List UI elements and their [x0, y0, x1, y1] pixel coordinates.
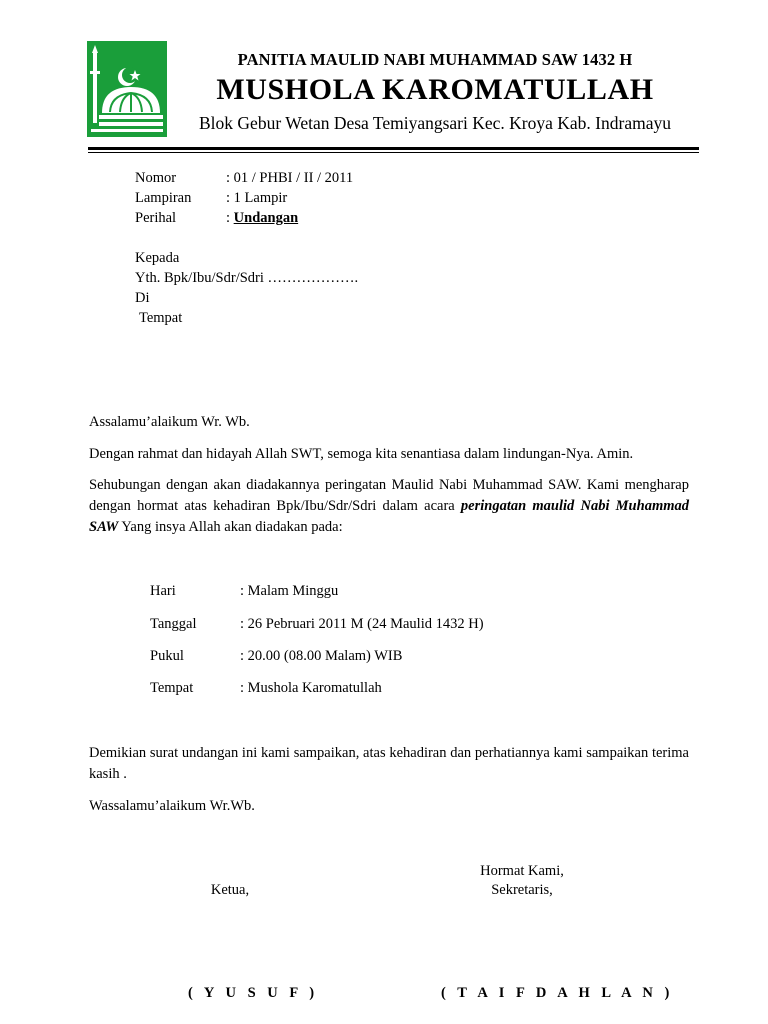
detail-label-tanggal: Tanggal	[150, 616, 197, 632]
paragraph-3: Demikian surat undangan ini kami sampaikan, atas kehadiran dan perhatiannya kami sampaikan terima kasih .	[89, 745, 689, 782]
detail-label-pukul: Pukul	[150, 648, 184, 664]
detail-label-hari: Hari	[150, 583, 176, 599]
paragraph-2-start: Sehubungan dengan akan diadakannya peringatan Maulid Nabi Muhammad SAW. Kami mengharap dengan hormat atas kehadiran Bpk/Ibu/Sdr/Sdri dalam acara	[89, 477, 689, 514]
recipient-tempat: Tempat	[139, 310, 183, 326]
detail-value-tempat: : Mushola Karomatullah	[240, 680, 382, 696]
committee-title: PANITIA MAULID NABI MUHAMMAD SAW 1432 H	[237, 50, 633, 69]
paragraph-1: Dengan rahmat dan hidayah Allah SWT, semoga kita senantiasa dalam lindungan-Nya. Amin.	[89, 446, 634, 462]
meta-value-nomor: : 01 / PHBI / II / 2011	[226, 170, 354, 186]
signature-respect: Hormat Kami,	[480, 863, 564, 879]
meta-label-lampiran: Lampiran	[135, 190, 192, 206]
signature-left-role: Ketua,	[210, 882, 250, 898]
recipient-kepada: Kepada	[135, 250, 180, 266]
organization-logo	[87, 41, 167, 137]
mosque-dome-icon	[87, 41, 167, 137]
meta-value-perihal	[226, 208, 298, 228]
signature-right-role: Sekretaris,	[491, 882, 553, 898]
farewell: Wassalamu’alaikum Wr.Wb.	[89, 798, 255, 814]
paragraph-2	[89, 475, 689, 538]
meta-label-perihal: Perihal	[135, 210, 177, 226]
paragraph-2-end: Yang insya Allah akan diadakan pada:	[118, 519, 343, 535]
signature-right-name: ( T A I F D A H L A N )	[441, 985, 674, 1001]
meta-label-nomor: Nomor	[135, 170, 177, 186]
detail-value-pukul: : 20.00 (08.00 Malam) WIB	[240, 648, 403, 664]
recipient-yth: Yth. Bpk/Ibu/Sdr/Sdri ……………….	[135, 270, 359, 286]
perihal-subject: Undangan	[233, 210, 299, 226]
meta-value-lampiran: : 1 Lampir	[226, 190, 288, 206]
header-divider-thin	[88, 152, 699, 153]
header-divider-thick	[88, 147, 699, 150]
paragraph-2-emphasis: peringatan maulid Nabi Muhammad SAW	[89, 498, 689, 535]
organization-name: MUSHOLA KAROMATULLAH	[216, 73, 654, 106]
signature-left-name: ( Y U S U F )	[188, 985, 319, 1001]
organization-address: Blok Gebur Wetan Desa Temiyangsari Kec. Kroya Kab. Indramayu	[199, 113, 671, 133]
recipient-di: Di	[135, 290, 150, 306]
detail-value-tanggal: : 26 Pebruari 2011 M (24 Maulid 1432 H)	[240, 616, 484, 632]
detail-value-hari: : Malam Minggu	[240, 583, 339, 599]
greeting: Assalamu’alaikum Wr. Wb.	[89, 414, 250, 430]
detail-label-tempat: Tempat	[150, 680, 194, 696]
perihal-prefix: :	[226, 210, 234, 226]
